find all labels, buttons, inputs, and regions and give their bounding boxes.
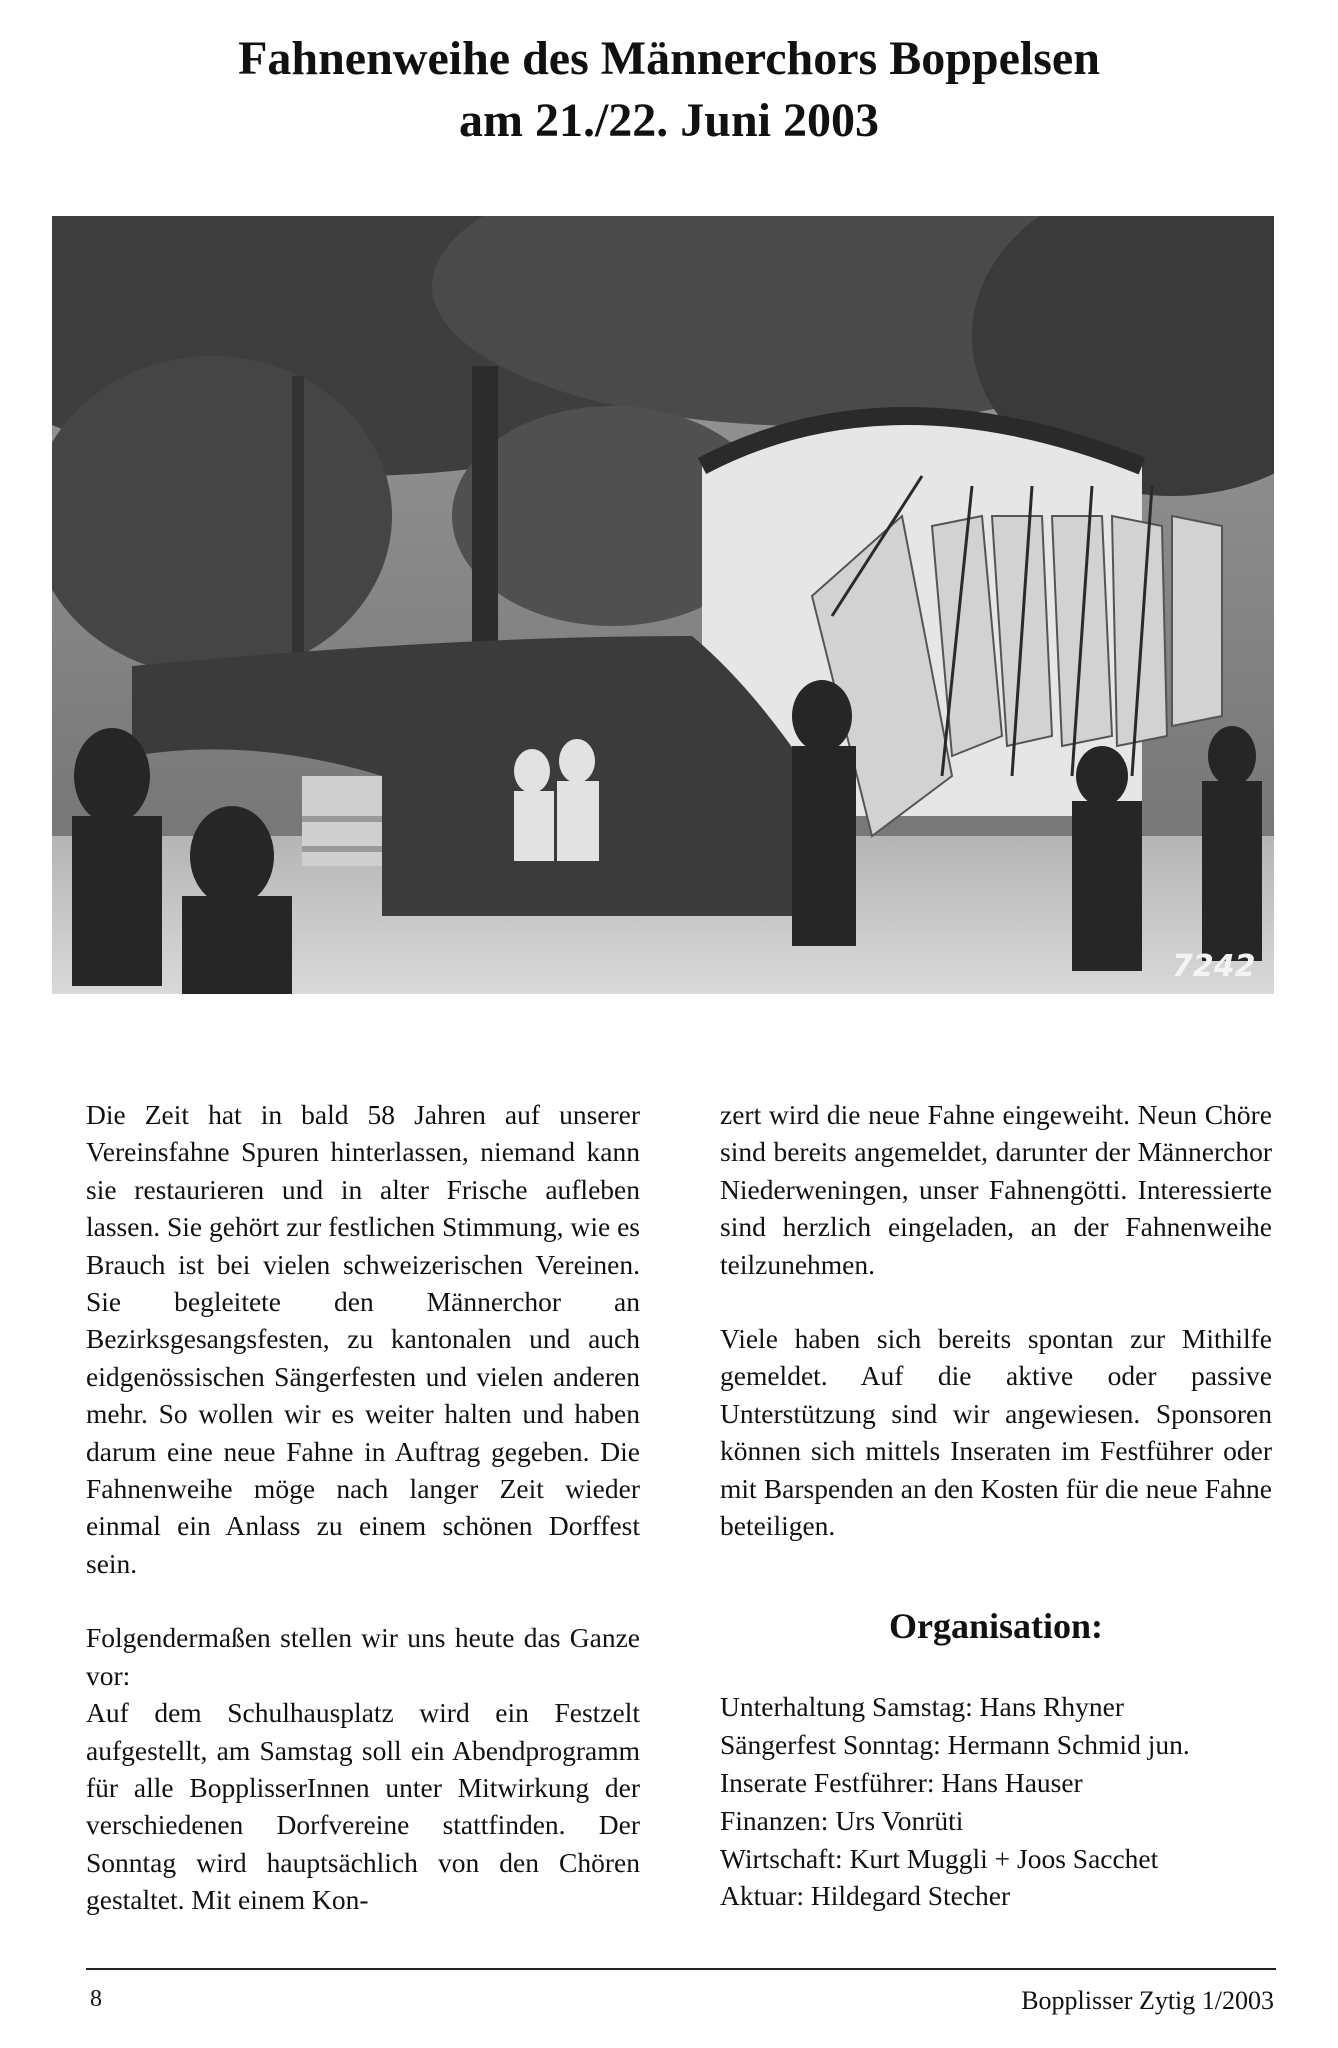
organisation-list — [720, 1688, 1272, 1915]
paragraph-intro: Die Zeit hat in bald 58 Jahren auf unserer Vereinsfahne Spuren hinterlassen, niemand kann sie restaurieren und in alter Frische aufleben lassen. Sie gehört zur festlichen Stimmung, wie es Brauch ist bei vielen schweizerischen Vereinen. Sie begleitete den Männerchor an Bezirksgesangsfesten, zu kantonalen und auch eidgenössischen Sängerfesten und vielen anderen mehr. So wollen wir es weiter halten und haben darum eine neue Fahne in Auftrag gegeben. Die Fahnenweihe möge nach langer Zeit wieder einmal ein Anlass zu einem schönen Dorffest sein. — [86, 1099, 640, 1579]
paragraph-plan-intro: Folgendermaßen stellen wir uns heute das Ganze vor: — [86, 1622, 640, 1691]
organisation-heading: Organisation: — [888, 1606, 1103, 1647]
organisation-item: Sängerfest Sonntag: Hermann Schmid jun. — [720, 1729, 1190, 1761]
article-right-column — [720, 1096, 1272, 1915]
paragraph-concert: zert wird die neue Fahne eingeweiht. Neun Chöre sind bereits angemeldet, darunter der Männerchor Niederweningen, unser Fahnengötti. Interessierte sind herzlich eingeladen, an der Fahnenweihe teilzunehmen. — [720, 1099, 1272, 1280]
organisation-item: Unterhaltung Samstag: Hans Rhyner — [720, 1691, 1125, 1723]
title-line-1: Fahnenweihe des Männerchors Boppelsen — [238, 32, 1100, 85]
page-number: 8 — [90, 1986, 102, 2012]
organisation-item: Wirtschaft: Kurt Muggli + Joos Sacchet — [720, 1842, 1159, 1874]
title-line-2: am 21./22. Juni 2003 — [458, 94, 880, 147]
paragraph-plan: Auf dem Schulhausplatz wird ein Festzelt aufgestellt, am Samstag soll ein Abendprogramm für alle BopplisserInnen unter Mitwirkung der verschiedenen Dorfvereine stattfinden. Der Sonntag wird hauptsächlich von den Chören gestaltet. Mit einem Kon- — [86, 1697, 640, 1916]
paragraph-support: Viele haben sich bereits spontan zur Mithilfe gemeldet. Auf die aktive oder passive Unterstützung sind wir angewiesen. Sponsoren können sich mittels Inseraten im Festführer oder mit Barspenden an den Kosten für die neue Fahne beteiligen. — [720, 1323, 1272, 1542]
page-title — [0, 28, 1338, 152]
event-photo — [52, 216, 1274, 994]
organisation-item: Inserate Festführer: Hans Hauser — [720, 1767, 1083, 1799]
organisation-item: Aktuar: Hildegard Stecher — [720, 1880, 1011, 1912]
footer-divider — [86, 1968, 1276, 1970]
article-left-column — [86, 1096, 640, 1919]
publication-name: Bopplisser Zytig 1/2003 — [1021, 1986, 1274, 2015]
organisation-item: Finanzen: Urs Vonrüti — [720, 1804, 964, 1836]
photo-number: 7242 — [1172, 949, 1256, 984]
